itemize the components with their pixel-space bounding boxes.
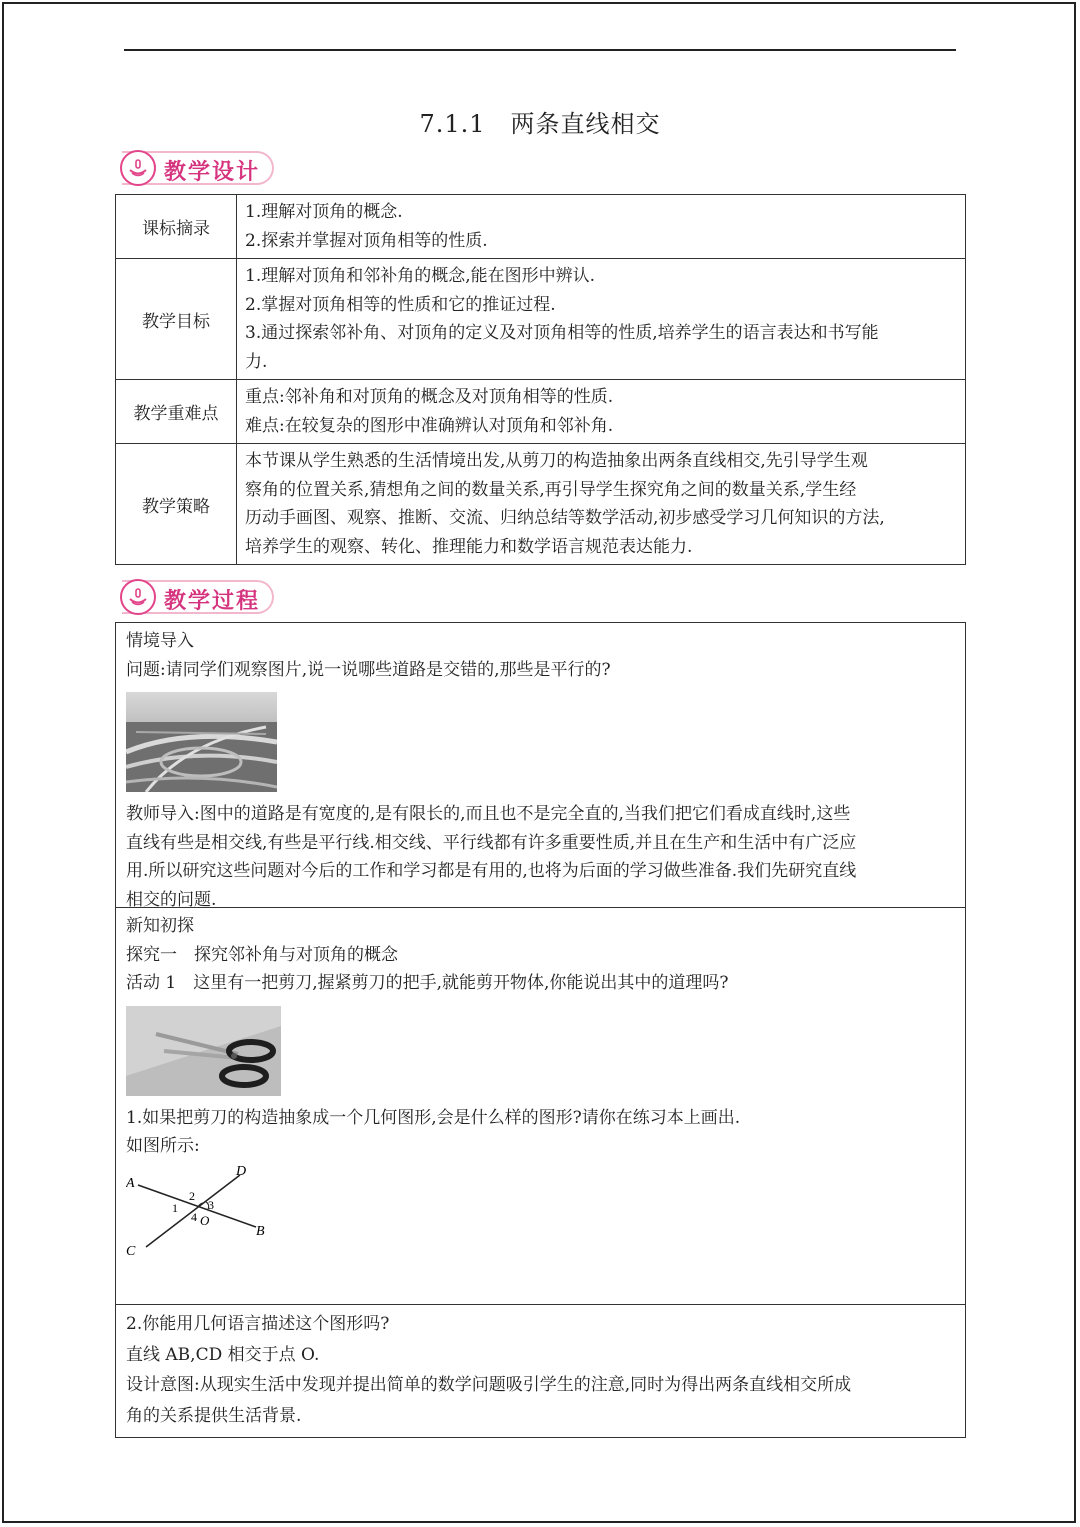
- angle-label-1: 1: [172, 1200, 178, 1215]
- point-label-b: B: [256, 1223, 265, 1239]
- angle-label-4: 4: [191, 1209, 197, 1224]
- question-text: 问题:请同学们观察图片,说一说哪些道路是交错的,那些是平行的?: [126, 659, 611, 680]
- highway-interchange-photo: [126, 692, 277, 792]
- page-title: 7.1.1 两条直线相交: [419, 110, 661, 138]
- text-line: 3.通过探索邻补角、对顶角的定义及对顶角相等的性质,培养学生的语言表达和书写能: [245, 323, 879, 343]
- section-title-process: 教学过程: [164, 589, 261, 614]
- text-line: 难点:在较复杂的图形中准确辨认对顶角和邻补角.: [245, 415, 614, 436]
- teacher-text: 用.所以研究这些问题对今后的工作和学习都是有用的,也将为后面的学习做些准备.我们先研究直线: [126, 861, 857, 881]
- block-heading: 新知初探: [126, 916, 194, 936]
- text-line: 重点:邻补角和对顶角的概念及对顶角相等的性质.: [245, 387, 614, 407]
- badge-emblem-icon: [120, 150, 156, 186]
- text-line: 历动手画图、观察、推断、交流、归纳总结等数学活动,初步感受学习几何知识的方法,: [245, 508, 885, 528]
- text-line: 培养学生的观察、转化、推理能力和数学语言规范表达能力.: [245, 536, 693, 557]
- badge-emblem-icon: [120, 579, 156, 615]
- text-line: 力.: [245, 351, 268, 372]
- point-label-d: D: [236, 1164, 247, 1179]
- design-table: [115, 194, 966, 565]
- section-badge-design: [122, 151, 274, 185]
- text-line: 1.理解对顶角的概念.: [245, 202, 403, 222]
- teacher-text: 直线有些是相交线,有些是平行线.相交线、平行线都有许多重要性质,并且在生产和生活中有广泛应: [126, 832, 857, 853]
- teacher-text: 相交的问题.: [126, 889, 217, 910]
- table-row: [116, 195, 966, 259]
- scissors-photo: [126, 1006, 281, 1096]
- row-content: [237, 259, 966, 380]
- header-rule: [124, 49, 956, 51]
- table-row: [116, 444, 966, 565]
- row-label: 教学目标: [116, 259, 237, 380]
- point-label-c: C: [126, 1243, 136, 1259]
- text-line: 察角的位置关系,猜想角之间的数量关系,再引导学生探究角之间的数量关系,学生经: [245, 479, 857, 500]
- row-label: 教学策略: [116, 444, 237, 565]
- block-heading: 情境导入: [126, 631, 194, 651]
- angle-label-3: 3: [208, 1197, 214, 1212]
- text-line: 2.掌握对顶角相等的性质和它的推证过程.: [245, 294, 556, 315]
- section-badge-process: [122, 580, 274, 614]
- question-1-text: 1.如果把剪刀的构造抽象成一个几何图形,会是什么样的图形?请你在练习本上画出.: [126, 1107, 741, 1128]
- intent-text: 设计意图:从现实生活中发现并提出简单的数学问题吸引学生的注意,同时为得出两条直线相交所成: [126, 1375, 852, 1395]
- process-table: [115, 622, 966, 1438]
- row-label: 课标摘录: [116, 195, 237, 259]
- question-2-text: 2.你能用几何语言描述这个图形吗?: [126, 1314, 390, 1334]
- text-line: 本节课从学生熟悉的生活情境出发,从剪刀的构造抽象出两条直线相交,先引导学生观: [245, 451, 868, 471]
- intent-text: 角的关系提供生活背景.: [126, 1405, 302, 1426]
- angle-label-2: 2: [189, 1188, 195, 1203]
- row-content: [237, 444, 966, 565]
- row-label: 教学重难点: [116, 380, 237, 444]
- process-block-description: [116, 1304, 965, 1437]
- text-line: 1.理解对顶角和邻补角的概念,能在图形中辨认.: [245, 266, 596, 286]
- process-block-new-knowledge: [116, 907, 965, 1304]
- explore-title: 探究一 探究邻补角与对顶角的概念: [126, 944, 398, 965]
- table-row: [116, 259, 966, 380]
- section-title-design: 教学设计: [164, 160, 261, 185]
- point-label-a: A: [126, 1175, 135, 1191]
- process-block-intro: [116, 623, 965, 910]
- intersecting-lines-diagram: [126, 1165, 286, 1265]
- point-label-o: O: [200, 1212, 210, 1228]
- activity-text: 活动 1 这里有一把剪刀,握紧剪刀的把手,就能剪开物体,你能说出其中的道理吗?: [126, 973, 729, 993]
- answer-text: 直线 AB,CD 相交于点 O.: [126, 1344, 320, 1365]
- table-row: [116, 380, 966, 444]
- teacher-text: 教师导入:图中的道路是有宽度的,是有限长的,而且也不是完全直的,当我们把它们看成直线时,这些: [126, 804, 851, 824]
- text-line: 2.探索并掌握对顶角相等的性质.: [245, 230, 488, 251]
- row-content: [237, 380, 966, 444]
- row-content: [237, 195, 966, 259]
- as-shown-text: 如图所示:: [126, 1136, 200, 1156]
